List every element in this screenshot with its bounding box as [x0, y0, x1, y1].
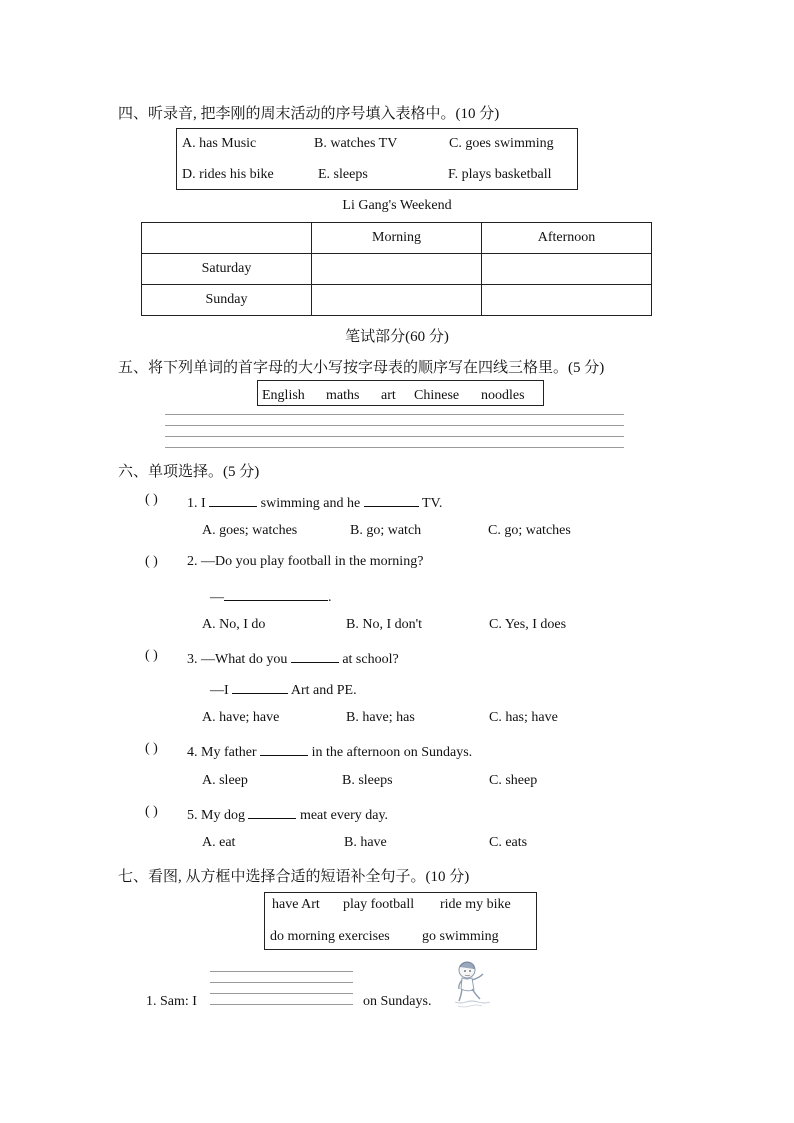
- q2-option-b[interactable]: B. No, I don't: [346, 617, 423, 632]
- row-label-sunday: Sunday: [142, 285, 312, 316]
- q2-option-c[interactable]: C. Yes, I does: [489, 617, 567, 632]
- section-4-title: 四、听录音, 把李刚的周末活动的序号填入表格中。(10 分): [118, 106, 500, 122]
- q2-option-a[interactable]: A. No, I do: [202, 617, 266, 632]
- q1-stem-c: TV.: [418, 496, 443, 511]
- q4-option-a[interactable]: A. sleep: [202, 773, 248, 788]
- table-caption: Li Gang's Weekend: [342, 198, 452, 213]
- grid-line: [165, 436, 624, 437]
- answer-paren-2[interactable]: ( ): [145, 554, 158, 569]
- q5-option-b[interactable]: B. have: [344, 835, 387, 850]
- grid-line: [165, 414, 624, 415]
- q4-option-b[interactable]: B. sleeps: [342, 773, 393, 788]
- swimming-boy-illustration: [452, 958, 494, 1008]
- grid-line: [210, 1004, 353, 1005]
- q1-sam-prefix: 1. Sam: I: [146, 994, 197, 1009]
- phrase-play-football: play football: [343, 897, 415, 912]
- question-2-answer-line: [210, 586, 332, 606]
- option-f: F. plays basketball: [448, 167, 552, 182]
- q5-stem-a: 5. My dog: [187, 808, 249, 823]
- answer-cell-sunday-afternoon[interactable]: [482, 285, 652, 316]
- q4-stem-b: in the afternoon on Sundays.: [308, 745, 473, 760]
- question-1-stem: [187, 492, 442, 512]
- table-header-morning: Morning: [312, 223, 482, 254]
- q5-option-a[interactable]: A. eat: [202, 835, 236, 850]
- question-3-stem: [187, 648, 399, 668]
- word-art: art: [381, 388, 396, 403]
- q2-blank[interactable]: [224, 586, 328, 601]
- question-2-stem: 2. —Do you play football in the morning?: [187, 554, 424, 569]
- question-4-stem: [187, 741, 472, 761]
- word-noodles: noodles: [481, 388, 525, 403]
- q2-answer-prefix: —: [210, 590, 224, 605]
- q3-blank-2[interactable]: [232, 679, 288, 694]
- q3-option-c[interactable]: C. has; have: [489, 710, 558, 725]
- section-6-title: 六、单项选择。(5 分): [118, 464, 260, 480]
- answer-cell-saturday-morning[interactable]: [312, 254, 482, 285]
- q1-option-b[interactable]: B. go; watch: [350, 523, 422, 538]
- q1-stem-a: 1. I: [187, 496, 210, 511]
- table-header-row: [142, 223, 652, 254]
- word-maths: maths: [326, 388, 360, 403]
- q3-stem-b: at school?: [338, 652, 399, 667]
- phrase-have-art: have Art: [272, 897, 320, 912]
- q3-answer-a: —I: [210, 683, 233, 698]
- phrase-do-morning-exercises: do morning exercises: [270, 929, 390, 944]
- answer-paren-5[interactable]: ( ): [145, 804, 158, 819]
- q1-stem-b: swimming and he: [257, 496, 364, 511]
- answer-paren-3[interactable]: ( ): [145, 648, 158, 663]
- q4-option-c[interactable]: C. sheep: [489, 773, 538, 788]
- grid-line: [165, 447, 624, 448]
- grid-line: [210, 971, 353, 972]
- grid-line: [210, 993, 353, 994]
- answer-cell-saturday-afternoon[interactable]: [482, 254, 652, 285]
- q4-stem-a: 4. My father: [187, 745, 261, 760]
- section-5-title: 五、将下列单词的首字母的大小写按字母表的顺序写在四线三格里。(5 分): [118, 360, 605, 376]
- phrase-go-swimming: go swimming: [422, 929, 499, 944]
- q1-option-a[interactable]: A. goes; watches: [202, 523, 298, 538]
- grid-line: [210, 982, 353, 983]
- answer-paren-1[interactable]: ( ): [145, 492, 158, 507]
- q3-stem-a: 3. —What do you: [187, 652, 291, 667]
- table-header-empty: [142, 223, 312, 254]
- section-7-title: 七、看图, 从方框中选择合适的短语补全句子。(10 分): [118, 869, 470, 885]
- table-header-afternoon: Afternoon: [482, 223, 652, 254]
- q1-blank-2[interactable]: [364, 492, 419, 507]
- written-part-title: 笔试部分(60 分): [345, 329, 449, 345]
- option-b: B. watches TV: [314, 136, 398, 151]
- table-row: [142, 285, 652, 316]
- q1-sam-suffix: on Sundays.: [363, 994, 432, 1009]
- grid-line: [165, 425, 624, 426]
- q3-blank-1[interactable]: [291, 648, 339, 663]
- question-3-answer-line: [210, 679, 357, 699]
- answer-cell-sunday-morning[interactable]: [312, 285, 482, 316]
- q3-option-b[interactable]: B. have; has: [346, 710, 415, 725]
- row-label-saturday: Saturday: [142, 254, 312, 285]
- question-5-stem: [187, 804, 388, 824]
- answer-paren-4[interactable]: ( ): [145, 741, 158, 756]
- q1-option-c[interactable]: C. go; watches: [488, 523, 571, 538]
- q2-answer-suffix: .: [328, 590, 332, 605]
- q5-option-c[interactable]: C. eats: [489, 835, 528, 850]
- table-row: [142, 254, 652, 285]
- q5-blank[interactable]: [248, 804, 296, 819]
- q5-stem-b: meat every day.: [296, 808, 389, 823]
- q3-answer-b: Art and PE.: [288, 683, 357, 698]
- option-d: D. rides his bike: [182, 167, 274, 182]
- word-chinese: Chinese: [414, 388, 460, 403]
- option-a: A. has Music: [182, 136, 257, 151]
- option-c: C. goes swimming: [449, 136, 554, 151]
- q3-option-a[interactable]: A. have; have: [202, 710, 280, 725]
- q4-blank[interactable]: [260, 741, 308, 756]
- word-english: English: [262, 388, 305, 403]
- q1-blank-1[interactable]: [209, 492, 257, 507]
- weekend-table: [141, 222, 652, 316]
- option-e: E. sleeps: [318, 167, 368, 182]
- phrase-ride-my-bike: ride my bike: [440, 897, 511, 912]
